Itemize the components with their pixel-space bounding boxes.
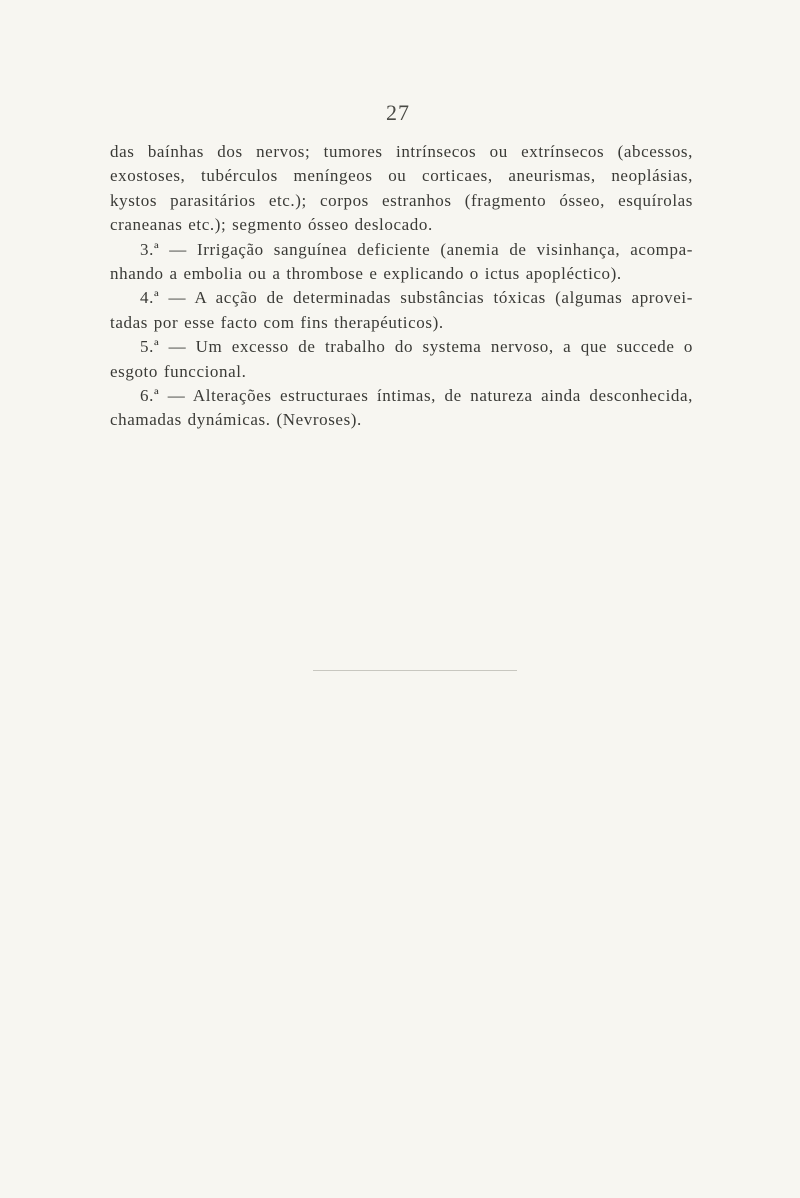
text-line: 3.ª — Irrigação sanguínea deficiente (anemia de visinhança, acompa- bbox=[140, 239, 693, 259]
paragraph-item-4 bbox=[110, 286, 693, 335]
text-line: 4.ª — A acção de determinadas substâncias tóxicas (algumas aprovei- bbox=[140, 288, 693, 308]
text-line: das baínhas dos nervos; tumores intrínsecos ou extrínsecos (abcessos, bbox=[110, 142, 693, 161]
text-line: nhando a embolia ou a thrombose e explicando o ictus apopléctico). bbox=[110, 263, 622, 283]
text-line: chamadas dynámicas. (Nevroses). bbox=[110, 410, 362, 430]
text-line: 6.ª — Alterações estructuraes íntimas, de natureza ainda desconhecida, bbox=[140, 385, 693, 405]
paragraph-item-6 bbox=[110, 384, 693, 433]
body-text bbox=[110, 140, 693, 433]
paragraph-item-3 bbox=[110, 238, 693, 287]
paragraph-item-5 bbox=[110, 335, 693, 384]
text-line: tadas por esse facto com fins therapéuticos). bbox=[110, 312, 444, 332]
paragraph-continuation bbox=[110, 140, 693, 238]
text-line: 5.ª — Um excesso de trabalho do systema nervoso, a que succede o bbox=[140, 337, 693, 357]
text-line: exostoses, tubérculos meníngeos ou corticaes, aneurismas, neoplásias, bbox=[110, 166, 693, 186]
text-line: craneanas etc.); segmento ósseo deslocado. bbox=[110, 215, 433, 235]
page-number: 27 bbox=[386, 100, 410, 125]
divider-rule bbox=[313, 670, 517, 671]
text-line: esgoto funccional. bbox=[110, 361, 247, 381]
text-line: kystos parasitários etc.); corpos estranhos (fragmento ósseo, esquírolas bbox=[110, 190, 693, 210]
